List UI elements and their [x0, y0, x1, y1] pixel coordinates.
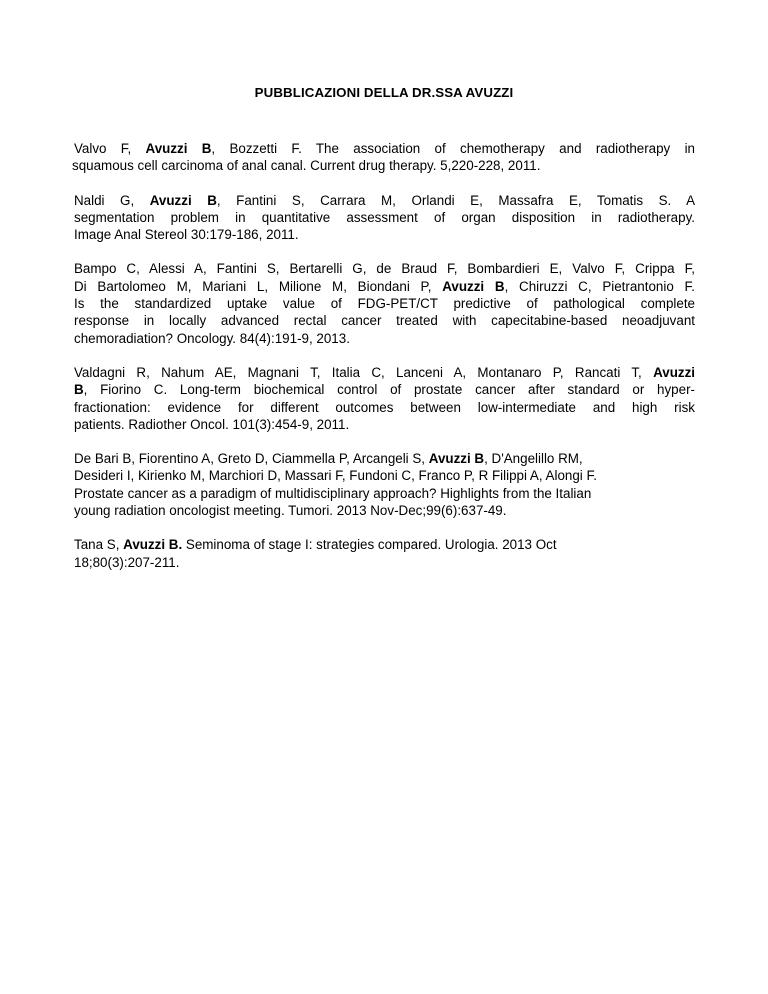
citation-text: , Fiorino C. Long-term biochemical control of prostate cancer after standard or hyper-	[83, 382, 695, 398]
publication-entry	[74, 140, 695, 175]
citation-text: fractionation: evidence for different outcomes between low-intermediate and high risk	[74, 399, 695, 415]
highlighted-author: Avuzzi B	[149, 192, 217, 208]
citation-text: Valvo F,	[74, 141, 146, 156]
publication-line	[74, 364, 695, 381]
publication-entry	[74, 260, 695, 346]
citation-text: Seminoma of stage I: strategies compared. Urologia. 2013 Oct	[182, 537, 557, 553]
publication-entry	[74, 192, 695, 244]
citation-text: Valdagni R, Nahum AE, Magnani T, Italia C, Lanceni A, Montanaro P, Rancati T,	[74, 364, 654, 380]
highlighted-author: Avuzzi B	[428, 451, 485, 467]
publication-line	[74, 554, 695, 571]
citation-text: response in locally advanced rectal cancer treated with capecitabine-based neoadjuvant	[74, 313, 695, 329]
publication-line	[74, 467, 695, 484]
publication-line	[72, 157, 695, 174]
citation-text: , Bozzetti F. The association of chemotherapy and radiotherapy in	[211, 141, 695, 156]
citation-text: Desideri I, Kirienko M, Marchiori D, Massari F, Fundoni C, Franco P, R Filippi A, Alongi F.	[74, 468, 597, 484]
highlighted-author: B	[74, 382, 84, 398]
publication-entry	[74, 450, 695, 519]
citation-text: patients. Radiother Oncol. 101(3):454-9, 2011.	[74, 416, 350, 432]
publication-line	[74, 226, 695, 243]
publication-line	[74, 330, 695, 347]
publication-entry	[74, 364, 695, 433]
publication-line	[74, 502, 695, 519]
publication-line	[74, 209, 695, 226]
publication-line	[74, 278, 695, 295]
citation-text: , D'Angelillo RM,	[484, 451, 583, 467]
citation-text: young radiation oncologist meeting. Tumori. 2013 Nov-Dec;99(6):637-49.	[74, 503, 507, 519]
publication-line	[74, 192, 695, 209]
citation-text: Is the standardized uptake value of FDG-PET/CT predictive of pathological complete	[74, 296, 695, 312]
citation-text: Tana S,	[74, 537, 124, 553]
citation-text: chemoradiation? Oncology. 84(4):191-9, 2013.	[74, 330, 350, 346]
citation-text: , Fantini S, Carrara M, Orlandi E, Massafra E, Tomatis S. A	[216, 192, 695, 208]
highlighted-author: Avuzzi B	[442, 278, 505, 294]
publication-line	[74, 485, 695, 502]
citation-text: Naldi G,	[74, 192, 150, 208]
citation-text: segmentation problem in quantitative assessment of organ disposition in radiotherapy.	[74, 209, 695, 225]
citation-text: Bampo C, Alessi A, Fantini S, Bertarelli G, de Braud F, Bombardieri E, Valvo F, Crippa F,	[74, 261, 695, 277]
citation-text: Prostate cancer as a paradigm of multidisciplinary approach? Highlights from the Italian	[74, 485, 592, 501]
publication-line	[74, 260, 695, 277]
publication-line	[74, 450, 695, 467]
citation-text: 18;80(3):207-211.	[74, 554, 180, 570]
highlighted-author: Avuzzi	[653, 364, 695, 380]
citation-text: squamous cell carcinoma of anal canal. Current drug therapy. 5,220-228, 2011.	[72, 158, 541, 174]
publication-line	[74, 399, 695, 416]
publication-list	[74, 140, 695, 588]
citation-text: De Bari B, Fiorentino A, Greto D, Ciammella P, Arcangeli S,	[74, 451, 429, 467]
highlighted-author: Avuzzi B	[145, 141, 212, 156]
publication-line	[74, 381, 695, 398]
citation-text: Image Anal Stereol 30:179-186, 2011.	[74, 227, 299, 243]
publication-line	[74, 312, 695, 329]
publication-line	[74, 416, 695, 433]
publication-entry	[74, 536, 695, 571]
publication-line	[74, 140, 695, 157]
citation-text: , Chiruzzi C, Pietrantonio F.	[504, 278, 695, 294]
page-title: PUBBLICAZIONI DELLA DR.SSA AVUZZI	[254, 85, 514, 100]
publication-line	[74, 536, 695, 553]
citation-text: Di Bartolomeo M, Mariani L, Milione M, Biondani P,	[74, 278, 443, 294]
highlighted-author: Avuzzi B.	[123, 537, 183, 553]
publication-line	[74, 295, 695, 312]
